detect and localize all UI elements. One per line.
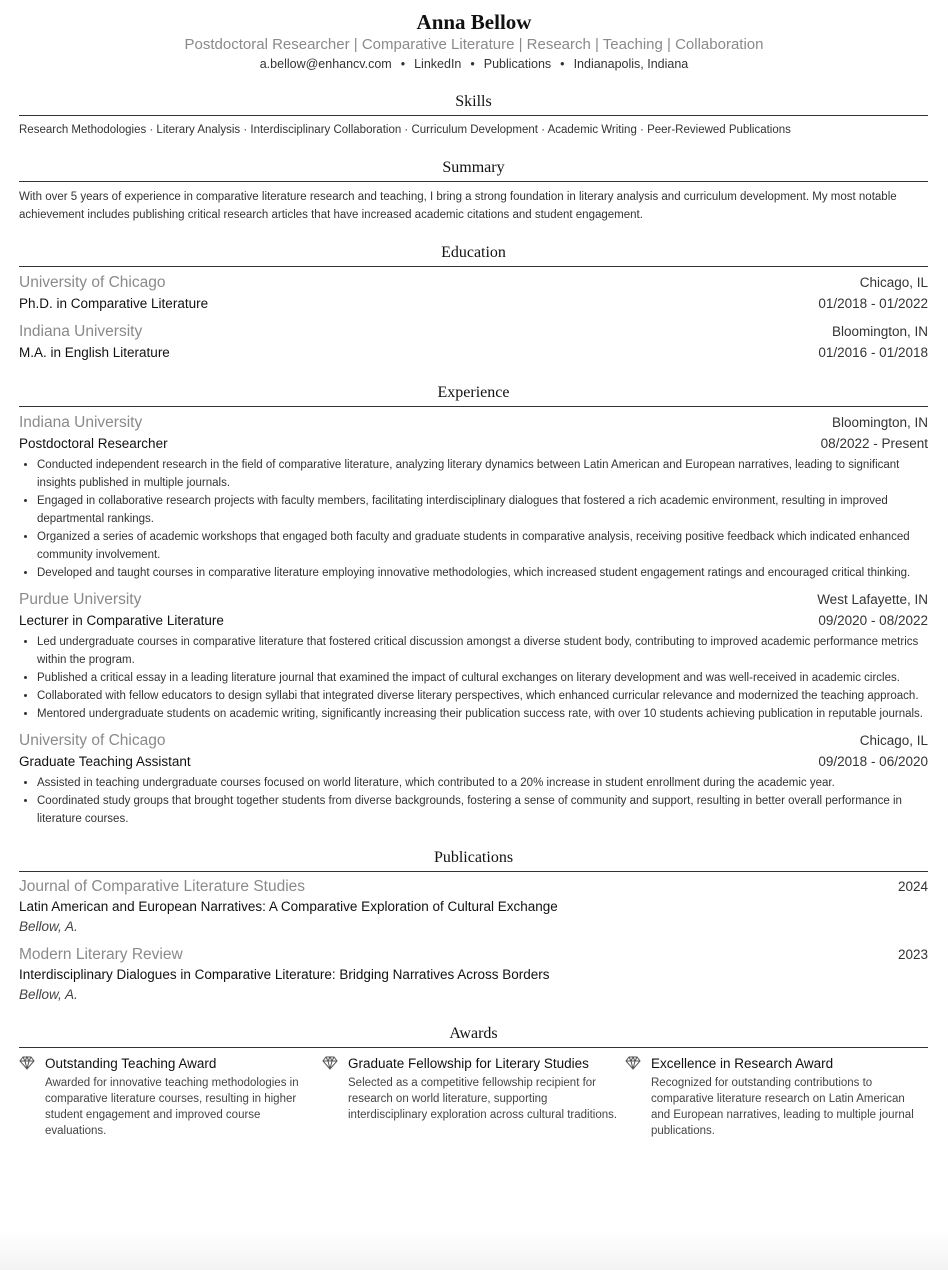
separator-dot: • bbox=[560, 57, 565, 71]
experience-section bbox=[19, 383, 928, 828]
diamond-icon bbox=[19, 1054, 45, 1139]
employer-name: Indiana University bbox=[19, 414, 143, 431]
job-title: Postdoctoral Researcher bbox=[19, 436, 168, 451]
bullet-item: • Assisted in teaching undergraduate courses focused on world literature, which contributed to a 20% increase in student enrollment during the academic year. bbox=[37, 774, 928, 792]
bullet-list bbox=[19, 456, 928, 582]
publication-title: Interdisciplinary Dialogues in Comparative Literature: Bridging Narratives Across Borders bbox=[19, 967, 550, 982]
section-heading: Skills bbox=[19, 92, 928, 116]
degree: M.A. in English Literature bbox=[19, 345, 170, 360]
section-heading: Education bbox=[19, 243, 928, 267]
location-text: Indianapolis, Indiana bbox=[573, 57, 689, 71]
separator-dot: • bbox=[400, 57, 406, 71]
job-location: West Lafayette, IN bbox=[817, 592, 928, 607]
school-name: University of Chicago bbox=[19, 274, 166, 291]
job-location: Chicago, IL bbox=[859, 733, 928, 748]
award-item bbox=[19, 1054, 322, 1139]
summary-text: With over 5 years of experience in comparative literature research and teaching, I bring a strong foundation in literary analysis and curriculum development. My most notable achievement includes publishing critical research articles that have increased academic citations and student engagement. bbox=[19, 191, 897, 221]
publications-link[interactable]: Publications bbox=[483, 57, 552, 71]
section-heading: Summary bbox=[19, 158, 928, 182]
award-item bbox=[322, 1054, 625, 1139]
award-description: Awarded for innovative teaching methodologies in comparative literature courses, resulting in higher student engagement and improved course evaluations. bbox=[45, 1077, 299, 1137]
section-heading: Publications bbox=[19, 848, 928, 872]
section-heading: Experience bbox=[19, 383, 928, 407]
skills-list: Research Methodologies · Literary Analysis · Interdisciplinary Collaboration · Curriculum Development · Academic Writing · Peer-Reviewed Publications bbox=[19, 124, 791, 136]
publications-section bbox=[19, 848, 928, 1005]
job-title: Graduate Teaching Assistant bbox=[19, 754, 191, 769]
date-range: 01/2016 - 01/2018 bbox=[818, 345, 928, 360]
page-bottom-fade bbox=[0, 1230, 948, 1270]
resume-header bbox=[0, 0, 948, 73]
award-description: Selected as a competitive fellowship recipient for research on world literature, supporting interdisciplinary exploration across cultural traditions. bbox=[348, 1077, 618, 1121]
degree: Ph.D. in Comparative Literature bbox=[19, 296, 209, 311]
employer-name: University of Chicago bbox=[19, 732, 166, 749]
experience-entry bbox=[19, 413, 928, 582]
bullet-item: • Collaborated with fellow educators to design syllabi that integrated diverse literary perspectives, which enhanced curricular relevance and modernized the teaching approach. bbox=[37, 687, 928, 705]
date-range: 09/2020 - 08/2022 bbox=[818, 613, 928, 628]
employer-name: Purdue University bbox=[19, 591, 142, 608]
contact-line bbox=[0, 55, 948, 73]
education-section bbox=[19, 243, 928, 363]
bullet-item: • Coordinated study groups that brought together students from diverse backgrounds, fostering a sense of community and support, resulting in better overall performance in literature courses. bbox=[37, 792, 928, 828]
skills-section bbox=[19, 92, 928, 138]
awards-section bbox=[19, 1024, 928, 1139]
publication-entry bbox=[19, 945, 928, 1005]
resume-content bbox=[0, 92, 948, 1139]
publication-year: 2023 bbox=[897, 947, 928, 962]
candidate-name: Anna Bellow bbox=[416, 10, 532, 34]
bullet-item: • Conducted independent research in the field of comparative literature, analyzing literary dynamics between Latin American and European narratives, leading to significant insights published in multiple journals. bbox=[37, 456, 928, 492]
job-location: Bloomington, IN bbox=[831, 415, 928, 430]
experience-entry bbox=[19, 731, 928, 828]
publication-year: 2024 bbox=[897, 879, 928, 894]
bullet-item: • Published a critical essay in a leading literature journal that examined the impact of cultural exchanges on literary development and was well-received in academic circles. bbox=[37, 669, 928, 687]
diamond-icon bbox=[322, 1054, 348, 1139]
date-range: 09/2018 - 06/2020 bbox=[818, 754, 928, 769]
diamond-icon bbox=[625, 1054, 651, 1139]
bullet-item: • Mentored undergraduate students on academic writing, significantly increasing their publication success rate, with over 10 students achieving publication in reputable journals. bbox=[37, 705, 928, 723]
bullet-item: • Engaged in collaborative research projects with faculty members, facilitating interdisciplinary dialogues that fostered a rich academic environment, resulting in improved departmental rankings. bbox=[37, 492, 928, 528]
bullet-item: • Developed and taught courses in comparative literature employing innovative methodologies, which increased student engagement ratings and encouraged critical thinking. bbox=[37, 564, 928, 582]
separator-dot: • bbox=[470, 57, 475, 71]
education-entry bbox=[19, 322, 928, 363]
experience-entry bbox=[19, 590, 928, 723]
journal-name: Journal of Comparative Literature Studies bbox=[19, 878, 306, 895]
publication-entry bbox=[19, 877, 928, 937]
award-description: Recognized for outstanding contributions to comparative literature research on Latin American and European narratives, leading to multiple journal publications. bbox=[651, 1077, 914, 1137]
linkedin-link[interactable]: LinkedIn bbox=[414, 57, 462, 71]
date-range: 01/2018 - 01/2022 bbox=[818, 296, 928, 311]
award-title: Outstanding Teaching Award bbox=[45, 1056, 217, 1071]
summary-section bbox=[19, 158, 928, 224]
award-item bbox=[625, 1054, 928, 1139]
award-title: Graduate Fellowship for Literary Studies bbox=[348, 1056, 589, 1071]
education-entry bbox=[19, 273, 928, 314]
school-location: Bloomington, IN bbox=[831, 324, 928, 339]
school-location: Chicago, IL bbox=[859, 275, 928, 290]
job-title: Lecturer in Comparative Literature bbox=[19, 613, 224, 628]
award-title: Excellence in Research Award bbox=[651, 1056, 834, 1071]
bullet-list bbox=[19, 633, 928, 723]
email-link[interactable]: a.bellow@enhancv.com bbox=[259, 57, 392, 71]
bullet-list bbox=[19, 774, 928, 828]
publication-author: Bellow, A. bbox=[19, 919, 78, 934]
date-range: 08/2022 - Present bbox=[820, 436, 928, 451]
candidate-title: Postdoctoral Researcher | Comparative Literature | Research | Teaching | Collaboration bbox=[184, 36, 764, 53]
awards-grid bbox=[19, 1054, 928, 1139]
section-heading: Awards bbox=[19, 1024, 928, 1048]
school-name: Indiana University bbox=[19, 323, 143, 340]
publication-author: Bellow, A. bbox=[19, 987, 78, 1002]
publication-title: Latin American and European Narratives: A Comparative Exploration of Cultural Exchange bbox=[19, 899, 558, 914]
journal-name: Modern Literary Review bbox=[19, 946, 183, 963]
bullet-item: • Led undergraduate courses in comparative literature that fostered critical discussion amongst a diverse student body, contributing to improved academic performance metrics within the program. bbox=[37, 633, 928, 669]
bullet-item: • Organized a series of academic workshops that engaged both faculty and graduate students in comparative analysis, receiving positive feedback which indicated enhanced community involvement. bbox=[37, 528, 928, 564]
